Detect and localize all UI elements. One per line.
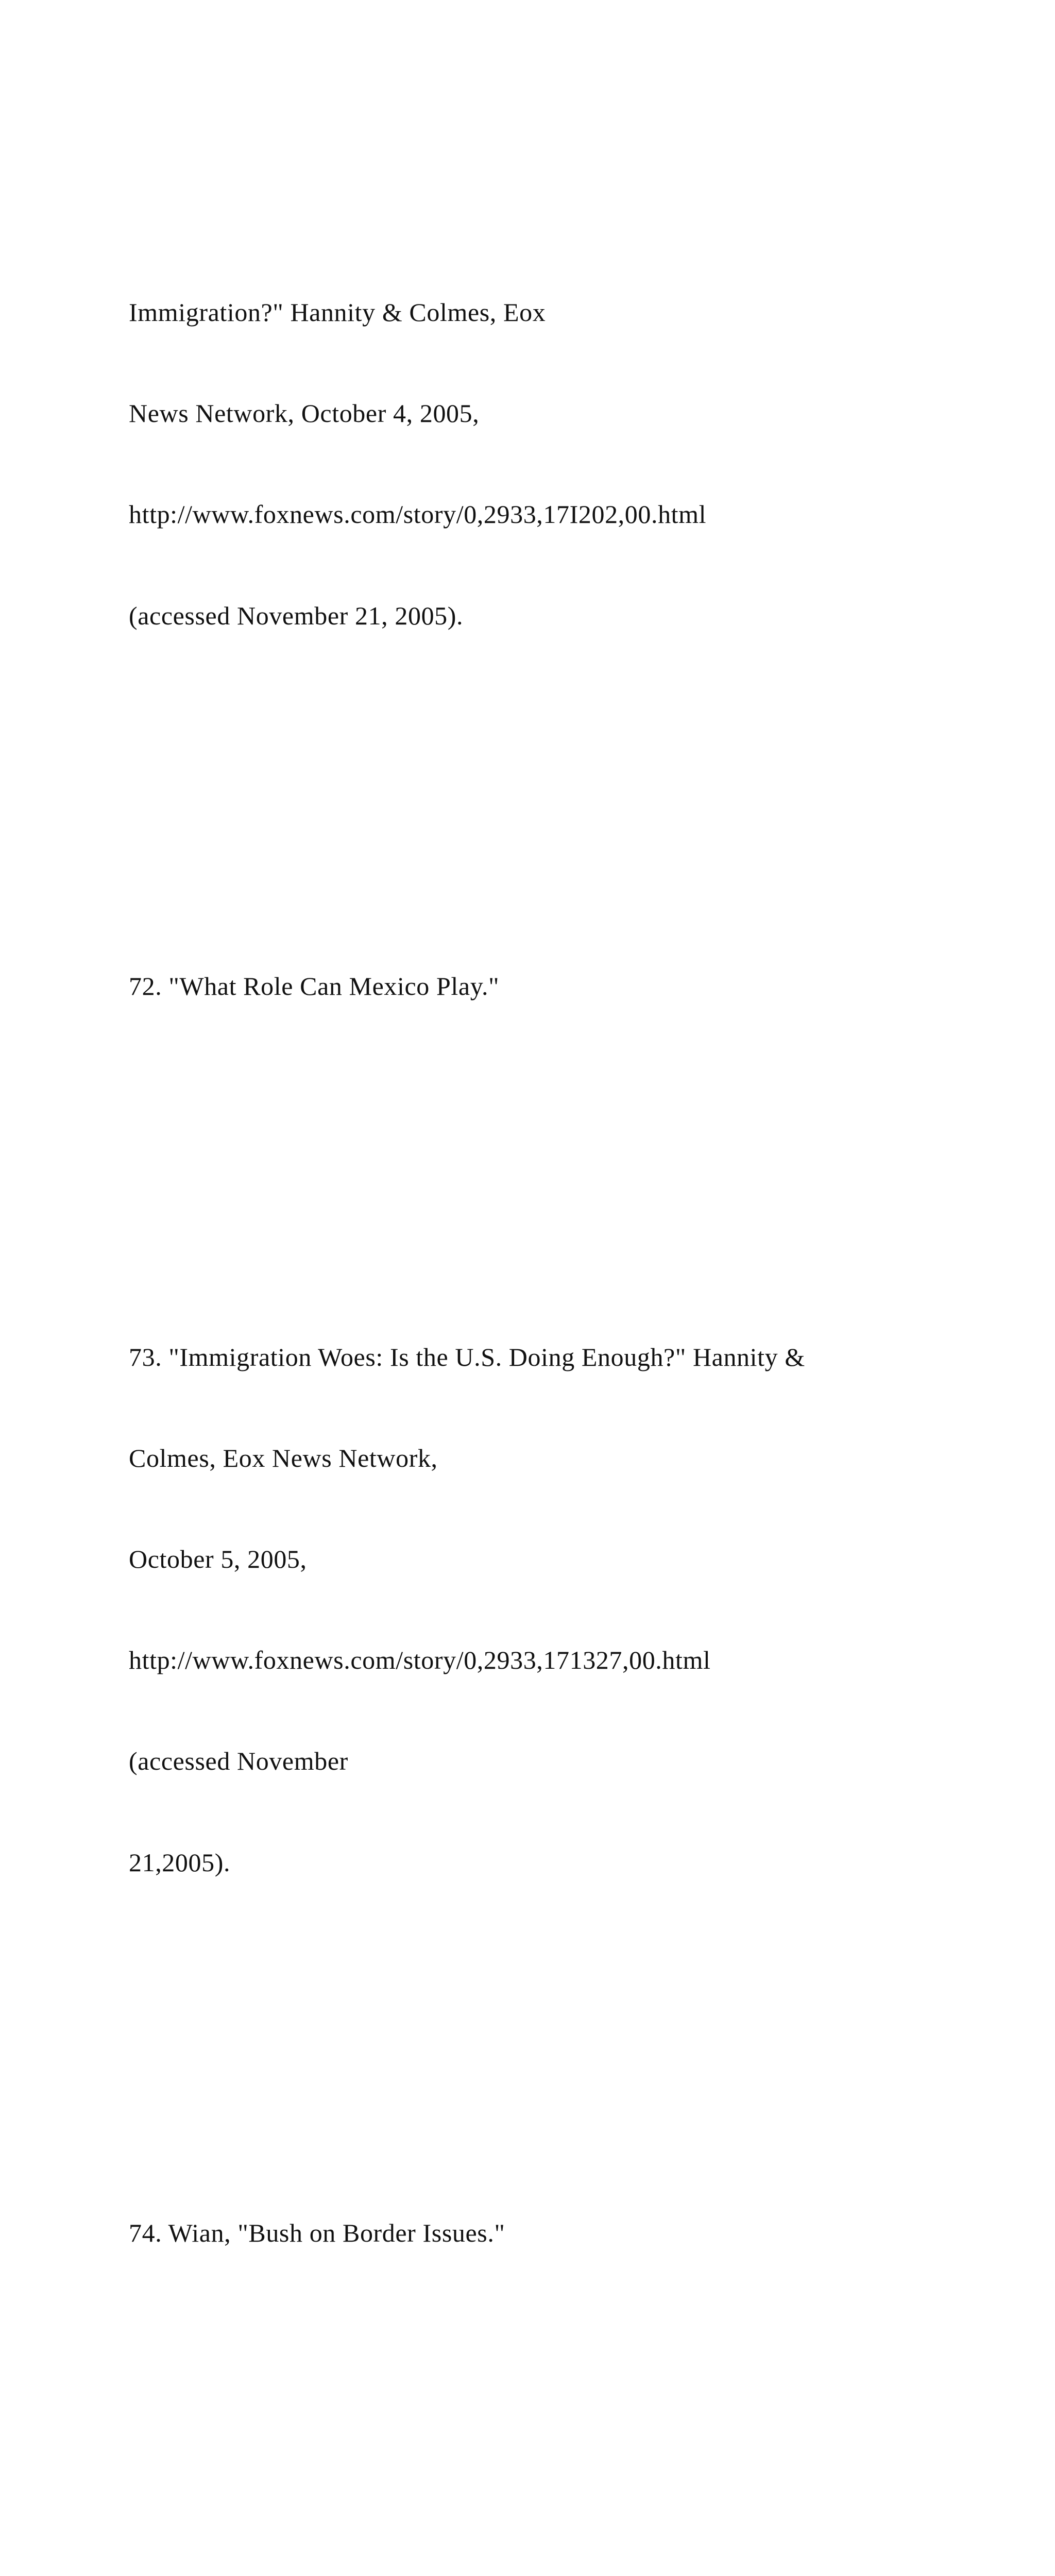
text-line: Colmes, Eox News Network, xyxy=(129,1443,438,1472)
text-line: (accessed November xyxy=(129,1747,348,1776)
endnotes-text xyxy=(129,127,1046,2576)
note-71-continuation xyxy=(129,228,1046,700)
paragraph-gap xyxy=(129,2385,1046,2418)
text-line: Immigration?" Hannity & Colmes, Eox xyxy=(129,298,546,327)
text-line: 21,2005). xyxy=(129,1848,231,1877)
note-73 xyxy=(129,1273,1046,1947)
text-line: http://www.foxnews.com/story/0,2933,17I202,00.html xyxy=(129,500,707,529)
paragraph-gap xyxy=(129,2014,1046,2048)
text-line: 72. "What Role Can Mexico Play." xyxy=(129,972,500,1001)
note-72 xyxy=(129,902,1046,1071)
text-line: October 5, 2005, xyxy=(129,1544,307,1573)
text-line: (accessed November 21, 2005). xyxy=(129,601,464,630)
text-line: 73. "Immigration Woes: Is the U.S. Doing Enough?" Hannity & xyxy=(129,1342,805,1371)
paragraph-gap xyxy=(129,768,1046,801)
paragraph-gap xyxy=(129,1138,1046,1172)
note-75 xyxy=(129,2520,1046,2576)
text-line: 74. Wian, "Bush on Border Issues." xyxy=(129,2218,505,2247)
text-line: http://www.foxnews.com/story/0,2933,171327,00.html xyxy=(129,1646,711,1675)
text-line: News Network, October 4, 2005, xyxy=(129,399,480,428)
note-74 xyxy=(129,2149,1046,2317)
